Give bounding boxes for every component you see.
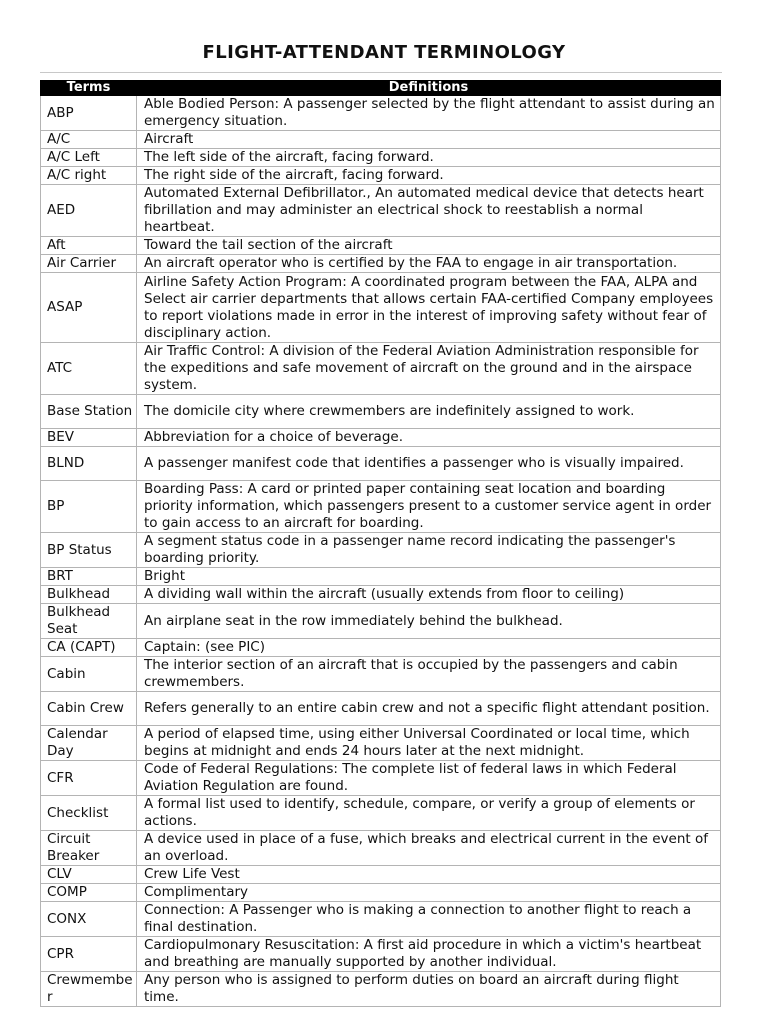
definition-cell: Connection: A Passenger who is making a connection to another flight to reach a final destination. [137, 902, 721, 937]
definition-cell: A device used in place of a fuse, which breaks and electrical current in the event of an overload. [137, 831, 721, 866]
table-row [41, 167, 721, 185]
term-cell: BEV [41, 429, 137, 447]
definition-cell: Bright [137, 568, 721, 586]
table-row [41, 185, 721, 237]
definition-cell: Code of Federal Regulations: The complete list of federal laws in which Federal Aviation Regulation are found. [137, 761, 721, 796]
page-title: FLIGHT-ATTENDANT TERMINOLOGY [202, 42, 566, 63]
definition-cell: The right side of the aircraft, facing forward. [137, 167, 721, 185]
table-row [41, 273, 721, 343]
term-cell: A/C [41, 131, 137, 149]
table-row [41, 96, 721, 131]
term-cell: ABP [41, 96, 137, 131]
term-cell: ASAP [41, 273, 137, 343]
term-cell: Base Station [41, 395, 137, 429]
table-row [41, 604, 721, 639]
table-row [41, 902, 721, 937]
table-row [41, 395, 721, 429]
definition-cell: A period of elapsed time, using either Universal Coordinated or local time, which begins at midnight and ends 24 hours later at the next midnight. [137, 726, 721, 761]
term-cell: Calendar Day [41, 726, 137, 761]
table-row [41, 726, 721, 761]
table-row [41, 131, 721, 149]
term-cell: Bulkhead Seat [41, 604, 137, 639]
definition-cell: Captain: (see PIC) [137, 639, 721, 657]
table-row [41, 831, 721, 866]
term-cell: Crewmember [41, 972, 137, 1007]
term-cell: Bulkhead [41, 586, 137, 604]
definition-cell: A formal list used to identify, schedule, compare, or verify a group of elements or actions. [137, 796, 721, 831]
definition-cell: The left side of the aircraft, facing forward. [137, 149, 721, 167]
term-cell: BP Status [41, 533, 137, 568]
term-cell: CONX [41, 902, 137, 937]
definition-cell: A dividing wall within the aircraft (usually extends from floor to ceiling) [137, 586, 721, 604]
definitions-column-header: Definitions [137, 81, 721, 96]
definition-cell: The interior section of an aircraft that is occupied by the passengers and cabin crewmembers. [137, 657, 721, 692]
term-cell: Air Carrier [41, 255, 137, 273]
term-cell: AED [41, 185, 137, 237]
term-cell: CFR [41, 761, 137, 796]
term-cell: A/C right [41, 167, 137, 185]
definition-cell: Boarding Pass: A card or printed paper containing seat location and boarding priority information, which passengers present to a customer service agent in order to gain access to an aircraft for boarding. [137, 481, 721, 533]
definition-cell: Cardiopulmonary Resuscitation: A first aid procedure in which a victim's heartbeat and breathing are manually supported by another individual. [137, 937, 721, 972]
table-row [41, 429, 721, 447]
term-cell: CLV [41, 866, 137, 884]
table-row [41, 937, 721, 972]
table-row [41, 237, 721, 255]
definition-cell: Able Bodied Person: A passenger selected by the flight attendant to assist during an emergency situation. [137, 96, 721, 131]
definition-cell: Aircraft [137, 131, 721, 149]
table-row [41, 639, 721, 657]
title-divider [40, 72, 722, 73]
term-cell: Cabin [41, 657, 137, 692]
table-row [41, 884, 721, 902]
terms-column-header: Terms [41, 81, 137, 96]
definition-cell: Automated External Defibrillator., An automated medical device that detects heart fibrillation and may administer an electrical shock to reestablish a normal heartbeat. [137, 185, 721, 237]
definition-cell: Abbreviation for a choice of beverage. [137, 429, 721, 447]
term-cell: CA (CAPT) [41, 639, 137, 657]
table-row [41, 255, 721, 273]
term-cell: A/C Left [41, 149, 137, 167]
table-header-row [41, 81, 721, 96]
table-row [41, 972, 721, 1007]
table-body [41, 96, 721, 1007]
definition-cell: A passenger manifest code that identifies a passenger who is visually impaired. [137, 447, 721, 481]
term-cell: BP [41, 481, 137, 533]
term-cell: Circuit Breaker [41, 831, 137, 866]
table-row [41, 533, 721, 568]
term-cell: BLND [41, 447, 137, 481]
term-cell: Cabin Crew [41, 692, 137, 726]
definition-cell: An airplane seat in the row immediately behind the bulkhead. [137, 604, 721, 639]
definition-cell: Complimentary [137, 884, 721, 902]
definition-cell: Refers generally to an entire cabin crew and not a specific flight attendant position. [137, 692, 721, 726]
term-cell: BRT [41, 568, 137, 586]
term-cell: Aft [41, 237, 137, 255]
definition-cell: Airline Safety Action Program: A coordinated program between the FAA, ALPA and Select air carrier departments that allows certain FAA-certified Company employees to report violations made in error in the interest of improving safety without fear of disciplinary action. [137, 273, 721, 343]
table-row [41, 692, 721, 726]
table-row [41, 447, 721, 481]
table-row [41, 568, 721, 586]
table-row [41, 657, 721, 692]
definition-cell: Air Traffic Control: A division of the Federal Aviation Administration responsible for the expeditions and safe movement of aircraft on the ground and in the airspace system. [137, 343, 721, 395]
table-row [41, 796, 721, 831]
table-row [41, 586, 721, 604]
table-row [41, 761, 721, 796]
definition-cell: A segment status code in a passenger name record indicating the passenger's boarding priority. [137, 533, 721, 568]
definition-cell: An aircraft operator who is certified by the FAA to engage in air transportation. [137, 255, 721, 273]
definition-cell: Toward the tail section of the aircraft [137, 237, 721, 255]
definition-cell: The domicile city where crewmembers are indefinitely assigned to work. [137, 395, 721, 429]
definition-cell: Crew Life Vest [137, 866, 721, 884]
table-row [41, 149, 721, 167]
term-cell: CPR [41, 937, 137, 972]
term-cell: COMP [41, 884, 137, 902]
table-row [41, 343, 721, 395]
term-cell: ATC [41, 343, 137, 395]
terminology-table [40, 80, 721, 1007]
definition-cell: Any person who is assigned to perform duties on board an aircraft during flight time. [137, 972, 721, 1007]
table-row [41, 866, 721, 884]
table-row [41, 481, 721, 533]
term-cell: Checklist [41, 796, 137, 831]
